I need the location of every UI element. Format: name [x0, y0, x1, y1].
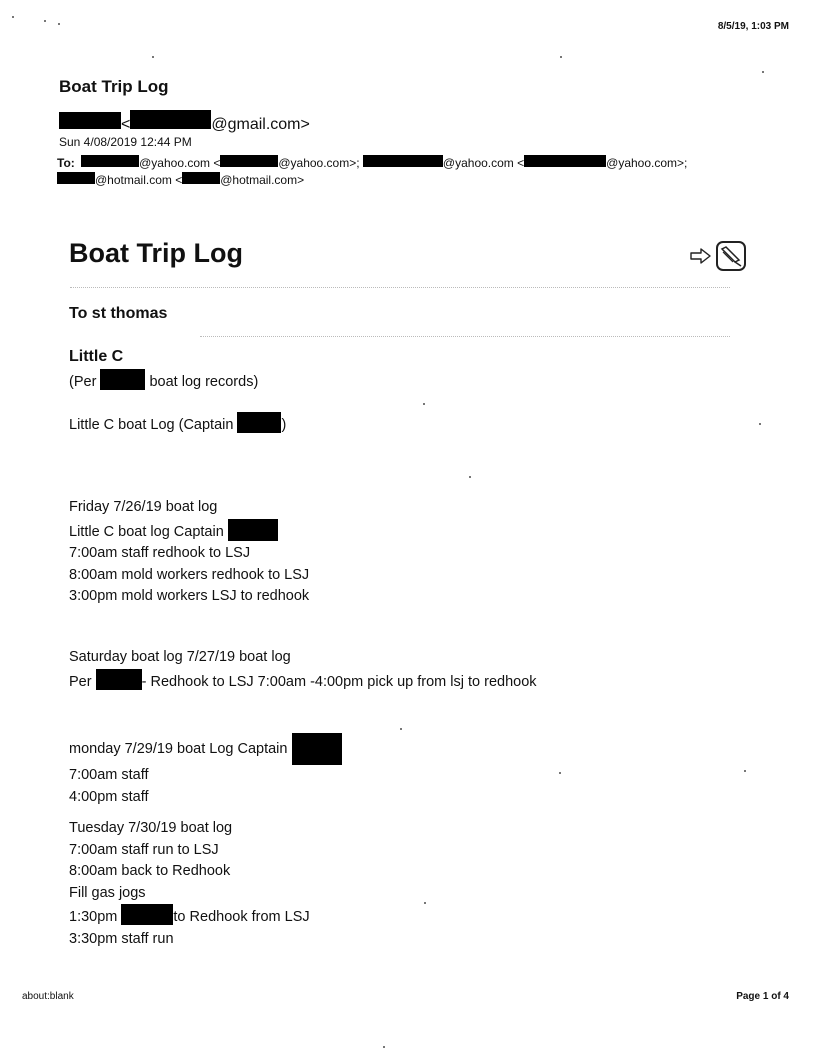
section-heading: To st thomas — [69, 305, 168, 322]
log-line: 8:00am back to Redhook — [69, 863, 231, 879]
log-line: 7:00am staff redhook to LSJ — [69, 545, 251, 561]
edit-document-icon — [715, 240, 747, 277]
redaction — [96, 669, 142, 690]
log-line: 7:00am staff run to LSJ — [69, 841, 219, 858]
redaction — [81, 155, 139, 167]
log-line: Tuesday 7/30/19 boat log — [69, 820, 233, 836]
redaction — [524, 155, 606, 167]
email-recipients-cont: @hotmail.com < @hotmail.com> — [57, 172, 304, 187]
log-line: 3:30pm staff run — [69, 930, 174, 947]
redaction — [57, 172, 95, 184]
redaction — [220, 155, 278, 167]
redaction — [363, 155, 443, 167]
log-line: monday 7/29/19 boat Log Captain — [69, 733, 342, 765]
redaction — [182, 172, 220, 184]
log-entry — [69, 497, 309, 608]
boat-name: Little C — [69, 348, 124, 365]
log-line: Friday 7/26/19 boat log — [69, 499, 218, 515]
log-line: Fill gas jogs — [69, 884, 146, 901]
email-date: Sun 4/08/2019 12:44 PM — [59, 135, 192, 149]
records-note: (Per boat log records) — [69, 369, 258, 394]
email-recipients: To: @yahoo.com < @yahoo.com>; @yahoo.com < @yahoo.com>; — [57, 156, 688, 170]
redaction — [121, 904, 173, 925]
to-label: To: — [57, 156, 75, 170]
redaction — [100, 369, 145, 390]
redaction — [237, 412, 281, 433]
page-number: Page 1 of 4 — [736, 991, 789, 1002]
redaction — [59, 112, 121, 129]
log-line: Little C boat log Captain — [69, 519, 309, 544]
log-line: 1:30pm to Redhook from LSJ — [69, 904, 310, 929]
redaction — [130, 110, 211, 129]
log-line: 8:00am mold workers redhook to LSJ — [69, 566, 310, 583]
log-line: 4:00pm staff — [69, 788, 149, 805]
log-line: 3:00pm mold workers LSJ to redhook — [69, 588, 310, 604]
redaction — [292, 733, 342, 765]
log-entry — [69, 733, 342, 808]
forward-arrow-icon — [690, 247, 712, 270]
toolbar-icons — [690, 240, 747, 277]
log-entry — [69, 818, 310, 950]
log-line: 7:00am staff — [69, 767, 149, 783]
print-timestamp: 8/5/19, 1:03 PM — [717, 21, 789, 32]
redaction — [228, 519, 278, 541]
email-subject: Boat Trip Log — [59, 77, 169, 96]
email-from: < @gmail.com> — [59, 110, 310, 136]
document-title: Boat Trip Log — [69, 238, 243, 268]
captain-line: Little C boat Log (Captain ) — [69, 412, 286, 437]
log-line: Saturday boat log 7/27/19 boat log — [69, 649, 291, 665]
log-entry — [69, 647, 537, 693]
print-url: about:blank — [22, 991, 74, 1002]
log-line: Per - Redhook to LSJ 7:00am -4:00pm pick up from lsj to redhook — [69, 669, 537, 694]
